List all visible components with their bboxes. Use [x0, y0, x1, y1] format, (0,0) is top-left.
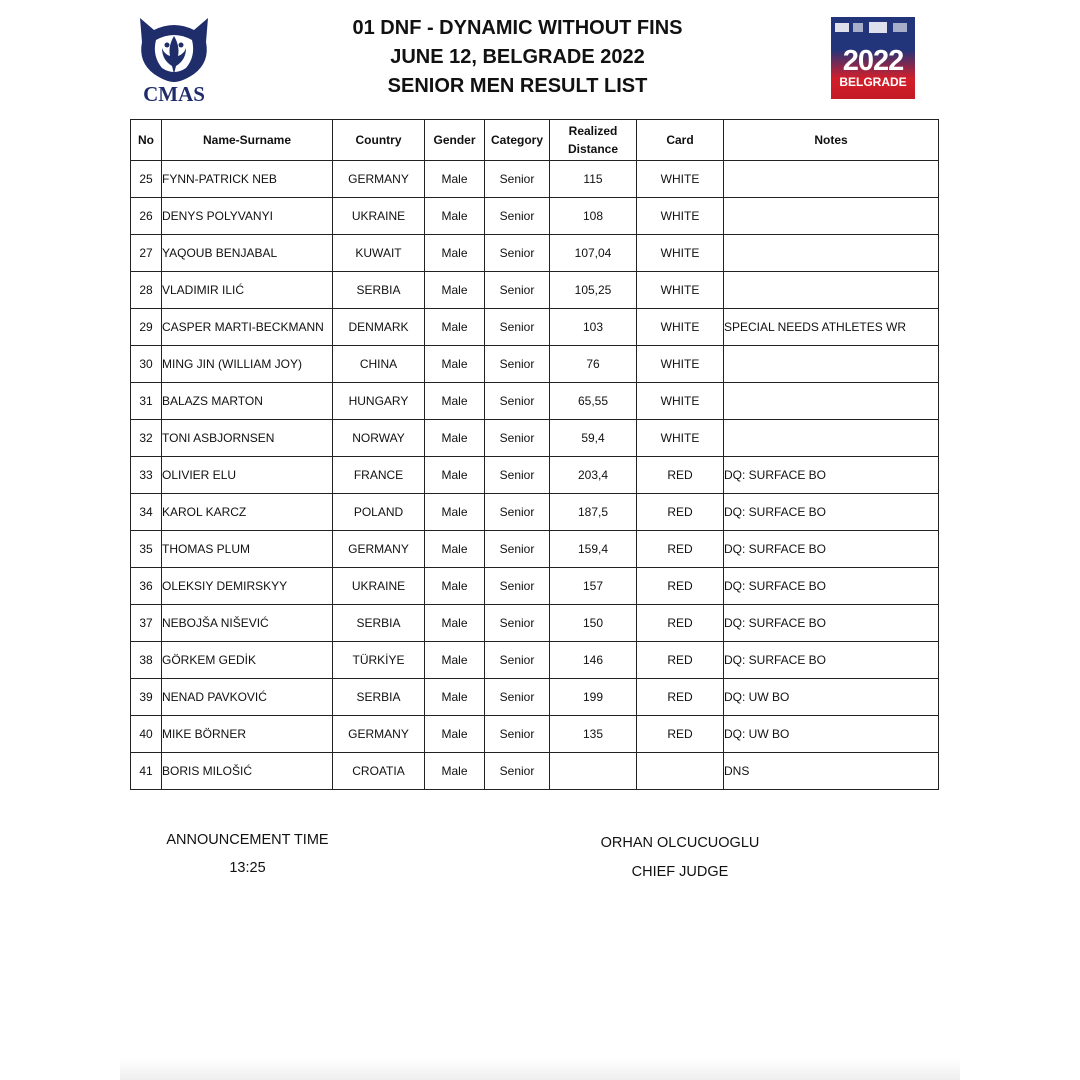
cell-distance: 65,55	[550, 383, 637, 420]
cell-country: DENMARK	[333, 309, 425, 346]
cell-notes	[724, 235, 939, 272]
cell-gender: Male	[425, 198, 485, 235]
cell-card: WHITE	[637, 346, 724, 383]
cell-notes	[724, 161, 939, 198]
event-logo	[831, 17, 915, 99]
cell-card: RED	[637, 716, 724, 753]
cell-notes: DQ: SURFACE BO	[724, 568, 939, 605]
cell-name: NEBOJŠA NIŠEVIĆ	[162, 605, 333, 642]
cell-country: GERMANY	[333, 531, 425, 568]
cell-card: RED	[637, 605, 724, 642]
cell-country: TÜRKİYE	[333, 642, 425, 679]
cell-country: KUWAIT	[333, 235, 425, 272]
cell-notes: DQ: SURFACE BO	[724, 605, 939, 642]
cell-name: FYNN-PATRICK NEB	[162, 161, 333, 198]
cell-notes: DQ: SURFACE BO	[724, 531, 939, 568]
cell-no: 40	[131, 716, 162, 753]
cell-notes: DQ: SURFACE BO	[724, 494, 939, 531]
announcement-block	[165, 826, 330, 882]
judge-block	[590, 829, 770, 887]
cell-category: Senior	[485, 605, 550, 642]
page-title	[250, 14, 785, 101]
cell-card: WHITE	[637, 383, 724, 420]
announcement-time: 13:25	[229, 860, 266, 876]
judge-name: ORHAN OLCUCUOGLU	[600, 835, 760, 851]
table-row	[131, 494, 939, 531]
cell-gender: Male	[425, 272, 485, 309]
cell-category: Senior	[485, 679, 550, 716]
cell-card: WHITE	[637, 309, 724, 346]
table-row	[131, 235, 939, 272]
table-row	[131, 346, 939, 383]
table-row	[131, 716, 939, 753]
cell-category: Senior	[485, 309, 550, 346]
table-row	[131, 568, 939, 605]
table-row	[131, 272, 939, 309]
cell-notes: DQ: SURFACE BO	[724, 642, 939, 679]
cell-country: UKRAINE	[333, 198, 425, 235]
cell-notes	[724, 198, 939, 235]
cell-no: 25	[131, 161, 162, 198]
cell-notes: DQ: UW BO	[724, 716, 939, 753]
cell-name: KAROL KARCZ	[162, 494, 333, 531]
cell-category: Senior	[485, 420, 550, 457]
cell-country: NORWAY	[333, 420, 425, 457]
cell-country: SERBIA	[333, 605, 425, 642]
cell-category: Senior	[485, 753, 550, 790]
cell-distance: 187,5	[550, 494, 637, 531]
cell-country: POLAND	[333, 494, 425, 531]
cell-distance: 105,25	[550, 272, 637, 309]
cell-no: 28	[131, 272, 162, 309]
cell-no: 30	[131, 346, 162, 383]
cell-category: Senior	[485, 235, 550, 272]
cell-no: 26	[131, 198, 162, 235]
cell-notes	[724, 272, 939, 309]
cell-gender: Male	[425, 716, 485, 753]
cell-card	[637, 753, 724, 790]
cell-gender: Male	[425, 753, 485, 790]
cell-gender: Male	[425, 420, 485, 457]
cell-no: 36	[131, 568, 162, 605]
header-distance-line2: Distance	[567, 142, 619, 156]
table-row	[131, 457, 939, 494]
cell-country: SERBIA	[333, 272, 425, 309]
cell-gender: Male	[425, 531, 485, 568]
cell-notes	[724, 346, 939, 383]
cell-gender: Male	[425, 642, 485, 679]
cell-gender: Male	[425, 309, 485, 346]
table-row	[131, 420, 939, 457]
cell-no: 32	[131, 420, 162, 457]
title-date-location: JUNE 12, BELGRADE 2022	[390, 46, 645, 68]
cell-name: THOMAS PLUM	[162, 531, 333, 568]
cell-distance: 59,4	[550, 420, 637, 457]
cell-notes	[724, 420, 939, 457]
header-no: No	[131, 120, 162, 161]
cell-country: CHINA	[333, 346, 425, 383]
cell-card: WHITE	[637, 198, 724, 235]
judge-title: CHIEF JUDGE	[631, 864, 729, 880]
cell-no: 27	[131, 235, 162, 272]
cell-distance: 203,4	[550, 457, 637, 494]
cell-name: VLADIMIR ILIĆ	[162, 272, 333, 309]
header-name: Name-Surname	[162, 120, 333, 161]
cell-category: Senior	[485, 161, 550, 198]
cell-distance: 135	[550, 716, 637, 753]
cell-country: CROATIA	[333, 753, 425, 790]
table-row	[131, 531, 939, 568]
header-country: Country	[333, 120, 425, 161]
cell-notes: SPECIAL NEEDS ATHLETES WR	[724, 309, 939, 346]
cell-no: 37	[131, 605, 162, 642]
cell-no: 33	[131, 457, 162, 494]
header-card: Card	[637, 120, 724, 161]
header-notes: Notes	[724, 120, 939, 161]
cell-category: Senior	[485, 531, 550, 568]
cell-category: Senior	[485, 457, 550, 494]
page-bottom-edge	[120, 1058, 960, 1080]
cmas-logo-text: CMAS	[143, 82, 205, 106]
cell-category: Senior	[485, 716, 550, 753]
cell-no: 29	[131, 309, 162, 346]
cell-gender: Male	[425, 679, 485, 716]
cell-country: GERMANY	[333, 716, 425, 753]
cell-gender: Male	[425, 346, 485, 383]
cell-gender: Male	[425, 605, 485, 642]
header-distance	[550, 120, 637, 161]
cell-no: 41	[131, 753, 162, 790]
cell-name: MIKE BÖRNER	[162, 716, 333, 753]
cell-notes: DNS	[724, 753, 939, 790]
table-row	[131, 161, 939, 198]
cell-category: Senior	[485, 346, 550, 383]
cell-gender: Male	[425, 568, 485, 605]
announcement-label: ANNOUNCEMENT TIME	[166, 832, 329, 848]
cell-notes: DQ: SURFACE BO	[724, 457, 939, 494]
cell-name: TONI ASBJORNSEN	[162, 420, 333, 457]
cell-card: WHITE	[637, 272, 724, 309]
event-sponsor-strip-icon	[835, 21, 911, 35]
cell-distance: 199	[550, 679, 637, 716]
cell-no: 39	[131, 679, 162, 716]
cell-country: UKRAINE	[333, 568, 425, 605]
table-row	[131, 309, 939, 346]
cell-category: Senior	[485, 272, 550, 309]
cell-name: MING JIN (WILLIAM JOY)	[162, 346, 333, 383]
cell-country: HUNGARY	[333, 383, 425, 420]
table-body	[131, 161, 939, 790]
table-row	[131, 383, 939, 420]
cell-category: Senior	[485, 383, 550, 420]
cell-distance: 107,04	[550, 235, 637, 272]
cell-distance: 157	[550, 568, 637, 605]
cell-distance: 103	[550, 309, 637, 346]
cell-name: OLIVIER ELU	[162, 457, 333, 494]
cell-no: 38	[131, 642, 162, 679]
title-event: 01 DNF - DYNAMIC WITHOUT FINS	[352, 17, 683, 39]
cmas-logo	[134, 12, 214, 106]
cell-category: Senior	[485, 568, 550, 605]
cell-name: CASPER MARTI-BECKMANN	[162, 309, 333, 346]
cell-notes	[724, 383, 939, 420]
event-logo-city: BELGRADE	[839, 75, 907, 89]
cell-name: BORIS MILOŠIĆ	[162, 753, 333, 790]
cell-card: RED	[637, 568, 724, 605]
cell-card: RED	[637, 642, 724, 679]
event-logo-year: 2022	[842, 45, 904, 77]
cell-distance: 108	[550, 198, 637, 235]
cell-name: BALAZS MARTON	[162, 383, 333, 420]
cell-name: GÖRKEM GEDİK	[162, 642, 333, 679]
cell-distance: 146	[550, 642, 637, 679]
header-category: Category	[485, 120, 550, 161]
table-row	[131, 753, 939, 790]
cell-distance: 159,4	[550, 531, 637, 568]
table-row	[131, 679, 939, 716]
cell-name: YAQOUB BENJABAL	[162, 235, 333, 272]
cmas-emblem-icon	[134, 12, 214, 84]
cell-distance	[550, 753, 637, 790]
cell-name: DENYS POLYVANYI	[162, 198, 333, 235]
cell-card: RED	[637, 457, 724, 494]
cell-gender: Male	[425, 494, 485, 531]
table-row	[131, 605, 939, 642]
cell-gender: Male	[425, 457, 485, 494]
header-gender: Gender	[425, 120, 485, 161]
table-header-row	[131, 120, 939, 161]
table-row	[131, 642, 939, 679]
cell-category: Senior	[485, 642, 550, 679]
cell-no: 31	[131, 383, 162, 420]
cell-card: WHITE	[637, 420, 724, 457]
cell-notes: DQ: UW BO	[724, 679, 939, 716]
cell-card: RED	[637, 531, 724, 568]
results-table	[130, 119, 939, 790]
header-distance-line1: Realized	[568, 124, 618, 138]
cell-gender: Male	[425, 235, 485, 272]
cell-gender: Male	[425, 383, 485, 420]
cell-name: OLEKSIY DEMIRSKYY	[162, 568, 333, 605]
cell-country: SERBIA	[333, 679, 425, 716]
cell-category: Senior	[485, 198, 550, 235]
cell-card: RED	[637, 494, 724, 531]
cell-country: FRANCE	[333, 457, 425, 494]
cell-distance: 115	[550, 161, 637, 198]
cell-country: GERMANY	[333, 161, 425, 198]
cell-category: Senior	[485, 494, 550, 531]
cell-card: WHITE	[637, 161, 724, 198]
cell-card: WHITE	[637, 235, 724, 272]
cell-gender: Male	[425, 161, 485, 198]
cell-no: 35	[131, 531, 162, 568]
cell-card: RED	[637, 679, 724, 716]
cell-name: NENAD PAVKOVIĆ	[162, 679, 333, 716]
table-row	[131, 198, 939, 235]
cell-no: 34	[131, 494, 162, 531]
title-list-type: SENIOR MEN RESULT LIST	[387, 75, 648, 97]
cell-distance: 76	[550, 346, 637, 383]
cell-distance: 150	[550, 605, 637, 642]
